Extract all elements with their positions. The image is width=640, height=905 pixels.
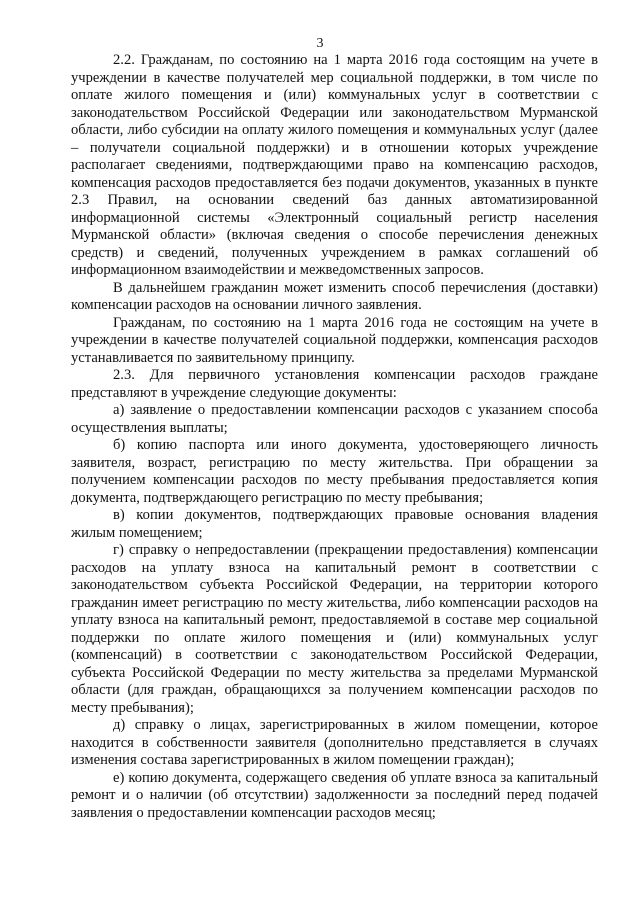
paragraph-2-2: 2.2. Гражданам, по состоянию на 1 марта 2016 года состоящим на учете в учреждении в качестве получателей мер социальной поддержки, в том числе по оплате жилого помещения и (или) коммунальных услуг в соответствии с законодательством Российской Федерации или законодательством Мурманской области, либо субсидии на оплату жилого помещения и коммунальных услуг (далее – получатели социальной поддержки) и в отношении которых учреждение располагает сведениями, подтверждающими право на компенсацию расходов, компенсация расходов предоставляется без подачи документов, указанных в пункте 2.3 Правил, на основании сведений баз данных автоматизированной информационной системы «Электронный социальный регистр населения Мурманской области» (включая сведения о способе перечисления денежных средств) и сведений, полученных учреждением в рамках соглашений об информационном взаимодействии и межведомственных запросов. xyxy=(71,52,598,278)
list-item-b: б) копию паспорта или иного документа, удостоверяющего личность заявителя, возраст, регистрацию по месту жительства. При обращении за получением компенсации расходов по месту пребывания предоставляется копия документа, подтверждающего регистрацию по месту пребывания; xyxy=(71,437,598,506)
page-number: 3 xyxy=(316,36,324,51)
list-item-g: г) справку о непредоставлении (прекращении предоставления) компенсации расходов на уплату взноса на капитальный ремонт в соответствии с законодательством субъекта Российской Федерации, на территории которого гражданин имеет регистрацию по месту жительства, либо компенсации расходов на уплату взноса на капитальный ремонт, предоставляемой в составе мер социальной поддержки по оплате жилого помещения и (или) коммунальных услуг (компенсаций) в соответствии с законодательством Российской Федерации, субъекта Российской Федерации по месту жительства за пределами Мурманской области (для граждан, обращающихся за получением компенсации расходов по месту пребывания); xyxy=(71,542,598,716)
document-body xyxy=(71,52,598,822)
paragraph-application-principle: Гражданам, по состоянию на 1 марта 2016 года не состоящим на учете в учреждении в качестве получателей социальной поддержки, компенсация расходов устанавливается по заявительному принципу. xyxy=(71,314,598,366)
paragraph-2-3: 2.3. Для первичного установления компенсации расходов граждане представляют в учреждение следующие документы: xyxy=(71,367,598,401)
list-item-d: д) справку о лицах, зарегистрированных в жилом помещении, которое находится в собственности заявителя (дополнительно представляется в случаях изменения состава зарегистрированных в жилом помещении граждан); xyxy=(71,717,598,768)
list-item-v: в) копии документов, подтверждающих правовые основания владения жилым помещением; xyxy=(71,507,598,541)
list-item-a: а) заявление о предоставлении компенсации расходов с указанием способа осуществления выплаты; xyxy=(71,402,598,436)
list-item-e: е) копию документа, содержащего сведения об уплате взноса за капитальный ремонт и о наличии (об отсутствии) задолженности за последний перед подачей заявления о предоставлении компенсации расходов месяц; xyxy=(71,769,598,821)
paragraph-change-delivery: В дальнейшем гражданин может изменить способ перечисления (доставки) компенсации расходов на основании личного заявления. xyxy=(71,279,598,313)
